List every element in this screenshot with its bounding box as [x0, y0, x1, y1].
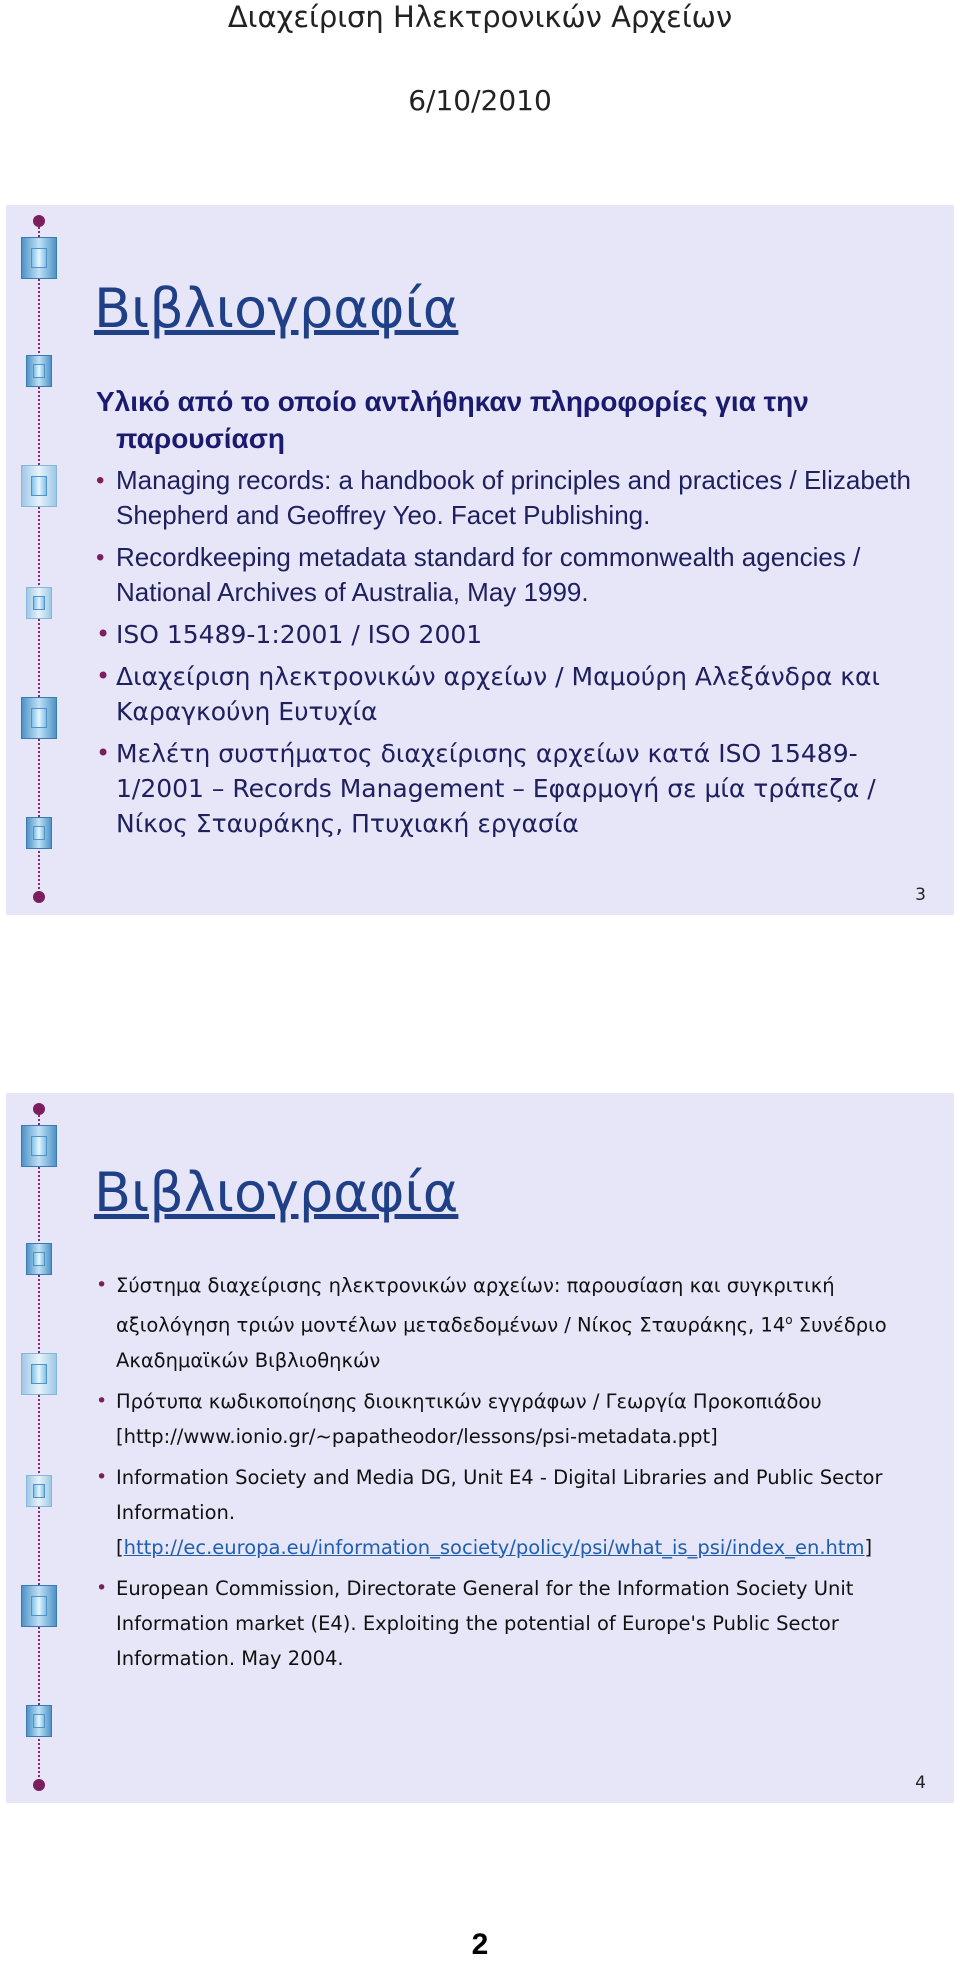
bibliography-item: • Διαχείριση ηλεκτρονικών αρχείων / Μαμούρη Αλεξάνδρα και Καραγκούνη Ευτυχία	[96, 659, 926, 729]
bibliography-heading: Υλικό από το οποίο αντλήθηκαν πληροφορίες για την παρουσίαση	[96, 386, 809, 454]
square-ornament-icon	[21, 1585, 57, 1627]
bibliography-item: • European Commission, Directorate General for the Information Society Unit Information market (E4). Exploiting the potential of Europe's Public Sector Information. May 2004.	[96, 1571, 936, 1676]
bibliography-item: • Recordkeeping metadata standard for commonwealth agencies / National Archives of Australia, May 1999.	[96, 540, 926, 610]
bibliography-item: • Managing records: a handbook of principles and practices / Elizabeth Shepherd and Geoffrey Yeo. Facet Publishing.	[96, 463, 926, 533]
document-header-date: 6/10/2010	[408, 84, 552, 117]
page-number: 2	[471, 1928, 489, 1961]
europa-link[interactable]: http://ec.europa.eu/information_society/policy/psi/what_is_psi/index_en.htm	[123, 1535, 865, 1559]
bibliography-item: • Πρότυπα κωδικοποίησης διοικητικών εγγράφων / Γεωργία Προκοπιάδου [http://www.ionio.gr/~papatheodor/lessons/psi-metadata.ppt]	[96, 1384, 936, 1454]
slide-body	[96, 383, 926, 848]
slide-decoration	[6, 1093, 66, 1803]
slide-3	[6, 205, 954, 915]
square-ornament-icon	[26, 1475, 52, 1507]
bibliography-item: • Μελέτη συστήματος διαχείρισης αρχείων κατά ISO 15489-1/2001 – Records Management – Εφαρμογή σε μία τράπεζα / Νίκος Σταυράκης, Πτυχιακή εργασία	[96, 736, 926, 841]
square-ornament-icon	[26, 355, 52, 387]
bibliography-item: • ISO 15489-1:2001 / ISO 2001	[96, 617, 926, 652]
slide-title: Βιβλιογραφία	[94, 277, 459, 340]
bibliography-item: • Information Society and Media DG, Unit E4 - Digital Libraries and Public Sector Information. [http://ec.europa.eu/information_society/policy/psi/what_is_psi/index_en.htm]	[96, 1460, 936, 1565]
slide-decoration	[6, 205, 66, 915]
square-ornament-icon	[26, 1705, 52, 1737]
slide-number: 3	[915, 885, 926, 905]
slide-title: Βιβλιογραφία	[94, 1161, 459, 1224]
square-ornament-icon	[21, 1125, 57, 1167]
square-ornament-icon	[26, 587, 52, 619]
slide-body	[96, 1268, 936, 1682]
square-ornament-icon	[21, 465, 57, 507]
square-ornament-icon	[21, 237, 57, 279]
bibliography-item: • Σύστημα διαχείρισης ηλεκτρονικών αρχείων: παρουσίαση και συγκριτική αξιολόγηση τριών μοντέλων μεταδεδομένων / Νίκος Σταυράκης, $14^o$ Συνέδριο Ακαδημαϊκών Βιβλιοθηκών	[96, 1268, 936, 1378]
square-ornament-icon	[21, 1353, 57, 1395]
document-header-title: Διαχείριση Ηλεκτρονικών Αρχείων	[227, 0, 733, 34]
square-ornament-icon	[26, 1243, 52, 1275]
slide-4	[6, 1093, 954, 1803]
square-ornament-icon	[21, 697, 57, 739]
slide-number: 4	[915, 1773, 926, 1793]
square-ornament-icon	[26, 817, 52, 849]
